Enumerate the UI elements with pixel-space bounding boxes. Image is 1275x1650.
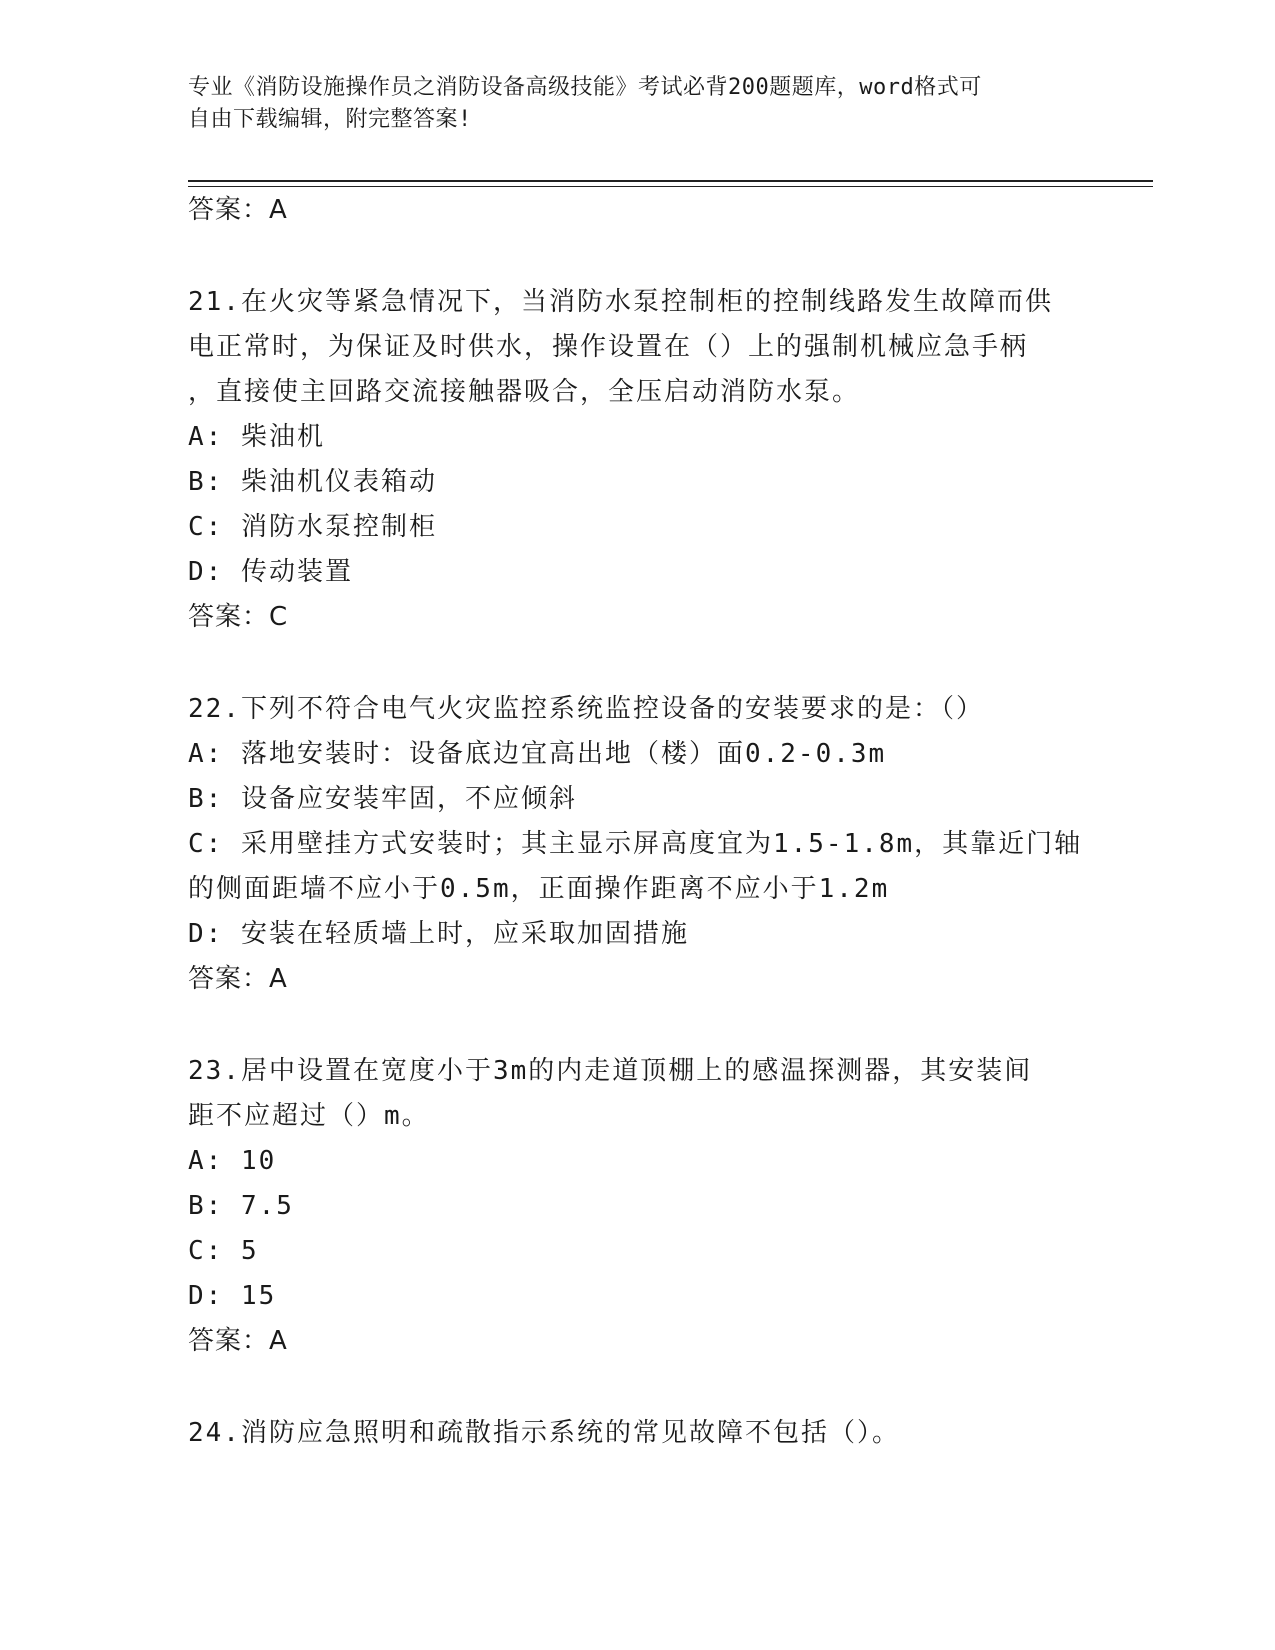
question-22-option-c: C: 采用壁挂方式安装时；其主显示屏高度宜为1.5-1.8m，其靠近门轴 bbox=[188, 829, 1083, 859]
question-23-stem-line-2: 距不应超过（）m。 bbox=[188, 1101, 430, 1131]
question-list bbox=[188, 188, 1088, 1456]
question-22-option-c-continued: 的侧面距墙不应小于0.5m，正面操作距离不应小于1.2m bbox=[188, 874, 890, 904]
question-23-stem-line-1: 23.居中设置在宽度小于3m的内走道顶棚上的感温探测器，其安装间 bbox=[188, 1056, 1033, 1086]
question-21-answer: 答案：C bbox=[188, 602, 289, 632]
question-21-option-d: D: 传动装置 bbox=[188, 557, 353, 587]
question-22-stem-line-1: 22.下列不符合电气火灾监控系统监控设备的安装要求的是：（） bbox=[188, 694, 984, 724]
question-22 bbox=[188, 687, 1088, 1002]
question-21-option-a: A: 柴油机 bbox=[188, 422, 325, 452]
question-23 bbox=[188, 1049, 1088, 1364]
document-header bbox=[188, 72, 1068, 136]
question-23-option-b: B: 7.5 bbox=[188, 1191, 294, 1221]
answer-previous: 答案：A bbox=[188, 195, 288, 225]
question-22-option-b: B: 设备应安装牢固，不应倾斜 bbox=[188, 784, 577, 814]
question-21-stem-line-1: 21.在火灾等紧急情况下，当消防水泵控制柜的控制线路发生故障而供 bbox=[188, 287, 1053, 317]
question-23-option-a: A: 10 bbox=[188, 1146, 277, 1176]
question-21-stem-line-2: 电正常时，为保证及时供水，操作设置在（）上的强制机械应急手柄 bbox=[188, 332, 1029, 362]
question-22-option-a: A: 落地安装时：设备底边宜高出地（楼）面0.2-0.3m bbox=[188, 739, 887, 769]
question-23-option-c: C: 5 bbox=[188, 1236, 259, 1266]
question-24 bbox=[188, 1411, 1088, 1456]
question-21-option-b: B: 柴油机仪表箱动 bbox=[188, 467, 437, 497]
header-line-2: 自由下载编辑，附完整答案! bbox=[188, 107, 472, 132]
question-24-stem-line-1: 24.消防应急照明和疏散指示系统的常见故障不包括（）。 bbox=[188, 1418, 900, 1448]
header-rule-thin bbox=[188, 186, 1153, 187]
header-line-1: 专业《消防设施操作员之消防设备高级技能》考试必背200题题库，word格式可 bbox=[188, 75, 982, 100]
question-21 bbox=[188, 280, 1088, 640]
header-rule-thick bbox=[188, 180, 1153, 182]
question-21-option-c: C: 消防水泵控制柜 bbox=[188, 512, 437, 542]
question-22-answer: 答案：A bbox=[188, 964, 288, 994]
question-23-answer: 答案：A bbox=[188, 1326, 288, 1356]
question-23-option-d: D: 15 bbox=[188, 1281, 277, 1311]
question-21-stem-line-3: ，直接使主回路交流接触器吸合，全压启动消防水泵。 bbox=[188, 377, 861, 407]
question-22-option-d: D: 安装在轻质墙上时，应采取加固措施 bbox=[188, 919, 689, 949]
